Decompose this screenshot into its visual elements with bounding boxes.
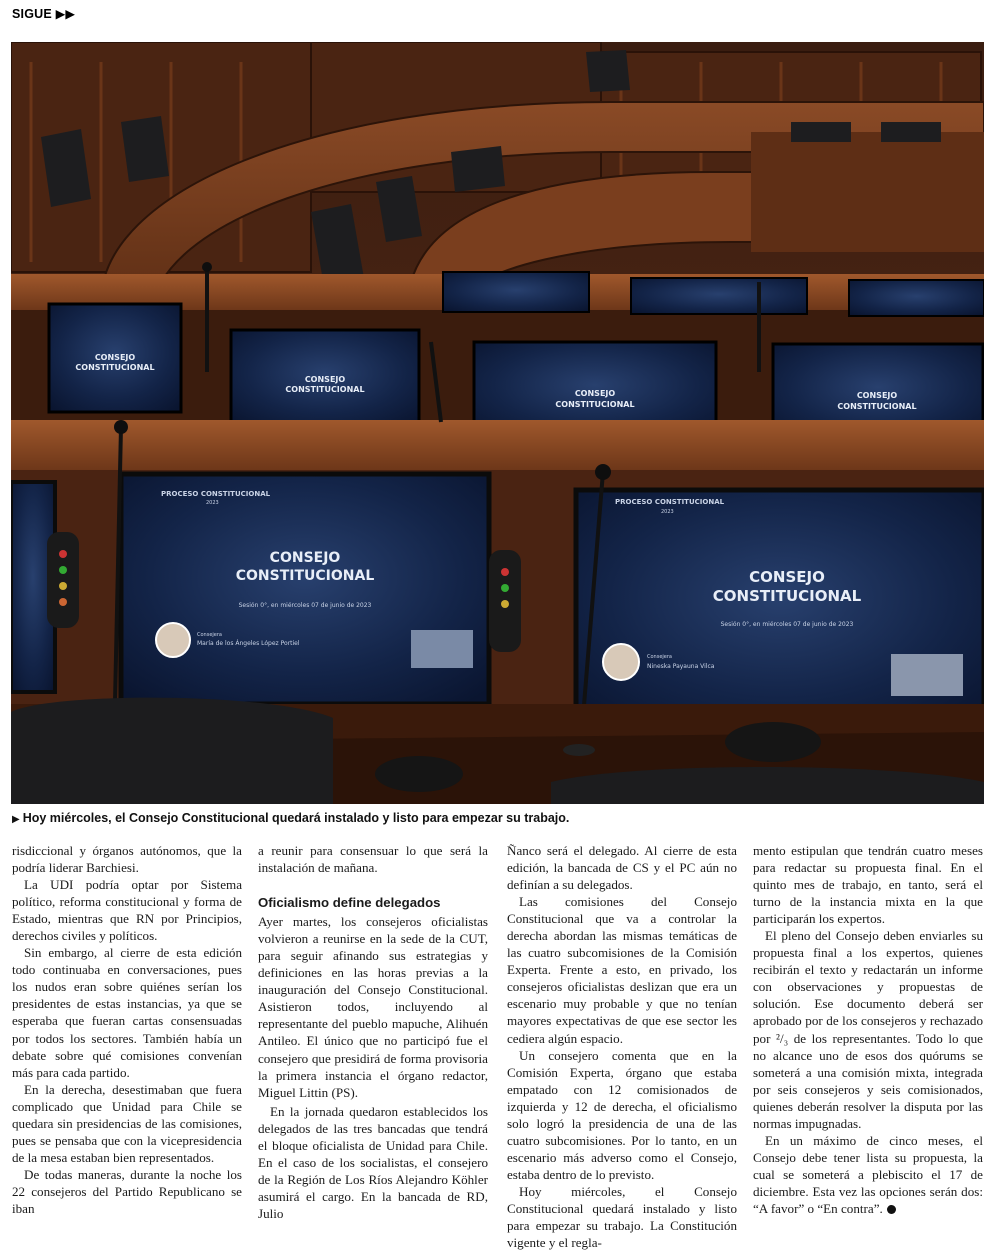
paragraph: En la jornada quedaron establecidos los delegados de las tres bancadas que tendrá el bloque oficialista de Unidad para Chile. En el caso de los socialistas, el consejero de la Región de Los Ríos Alejandro Köhler asumirá el cargo. En la bancada de RD, Julio	[258, 1103, 488, 1221]
caption-text: Hoy miércoles, el Consejo Constitucional quedará instalado y listo para empezar su trabajo.	[22, 811, 570, 825]
paragraph: Ayer martes, los consejeros oficialistas volvieron a reunirse en la sede de la CUT, para seguir afinando sus estrategias y definiciones en las horas previas a la inauguración del Consejo Constitucional. Asistieron todos, incluyendo al representante del pueblo mapuche, Alihuén Antileo. El único que no participó fue el consejero que presidirá de forma provisoria la primera instancia el órgano redactor, Miguel Littin (PS).	[258, 914, 488, 1100]
svg-text:CONSTITUCIONAL: CONSTITUCIONAL	[75, 363, 155, 372]
sigue-label: SIGUE ▶▶	[12, 7, 76, 21]
screen-title-2: CONSTITUCIONAL	[235, 568, 375, 584]
paragraph: mento estipulan que tendrán cuatro meses para redactar su propuesta final. En el quinto mes de trabajo, en tanto, será el turno de la instancia mixta en la que participarán los expertos.	[753, 843, 983, 927]
screen-title-3: CONSEJO	[749, 568, 825, 586]
article-column-3	[507, 842, 737, 1251]
svg-text:CONSEJO: CONSEJO	[304, 375, 346, 384]
article-column-4	[753, 842, 983, 1217]
paragraph-text: En un máximo de cinco meses, el Consejo debe tener lista su propuesta, la cual se someterá a plebiscito el 17 de diciembre. Esta vez las opciones serán dos: “A favor” o “En contra”.	[753, 1132, 983, 1216]
paragraph: Hoy miércoles, el Consejo Constitucional quedará instalado y listo para empezar su trabajo. La Constitución vigente y el regla-	[507, 1183, 737, 1251]
screen-title-1: CONSEJO	[269, 550, 341, 566]
screen-role-2: Consejera	[647, 654, 672, 660]
screen-name-left: María de los Ángeles López Portiel	[197, 640, 300, 647]
screen-brand: PROCESO CONSTITUCIONAL	[161, 490, 271, 498]
end-of-article-icon	[887, 1205, 896, 1214]
paragraph	[753, 1132, 983, 1217]
screen-title-4: CONSTITUCIONAL	[712, 587, 862, 605]
svg-text:CONSTITUCIONAL: CONSTITUCIONAL	[285, 385, 365, 394]
screen-session: Sesión 0°, en miércoles 07 de junio de 2023	[238, 602, 372, 609]
caption-marker-icon: ▶	[12, 814, 20, 825]
screen-name-right: Nineska Payauna Vilca	[647, 663, 715, 670]
screen-year-2: 2023	[661, 509, 674, 515]
article-column-1	[12, 842, 242, 1217]
paragraph: El pleno del Consejo deben enviarles su propuesta final a los expertos, quienes recibirán el texto y redactarán un informe con observaciones y propuestas de solución. Ese documento deberá ser aprobado por de los consejeros y rechazado por ²/₃ de los representantes. Todo lo que no alcance uno de esos dos quórums se someterá a una comisión mixta, integrada por seis consejeros y seis comisionados, quienes deberán resolver la disputa por las normas impugnadas.	[753, 928, 983, 1131]
article-column-2	[258, 842, 488, 1222]
screen-session-2: Sesión 0°, en miércoles 07 de junio de 2023	[720, 621, 854, 628]
paragraph: De todas maneras, durante la noche los 22 consejeros del Partido Republicano se iban	[12, 1166, 242, 1216]
chamber-photo	[11, 42, 984, 804]
screen-brand-2: PROCESO CONSTITUCIONAL	[615, 498, 725, 506]
paragraph: a reunir para consensuar lo que será la instalación de mañana.	[258, 843, 488, 876]
svg-text:CONSTITUCIONAL: CONSTITUCIONAL	[837, 402, 917, 411]
section-heading: Oficialismo define delegados	[258, 895, 441, 911]
svg-text:CONSTITUCIONAL: CONSTITUCIONAL	[555, 400, 635, 409]
paragraph: Las comisiones del Consejo Constitucional que va a controlar la derecha abordan las mismas temáticas de las cuatro subcomisiones de la Comisión Experta. Frente a esto, en privado, los consejeros oficialistas deslizan que era un escenario muy probable y que no tenían mayores expectativas de que ese sector les cediera algún espacio.	[507, 894, 737, 1046]
paragraph: En la derecha, desestimaban que fuera complicado que Unidad para Chile se quedara sin presidencias de las comisiones, pues se pensaba que con la vicepresidencia de la mesa estaban bien representados.	[12, 1081, 242, 1165]
screen-role: Consejera	[197, 632, 222, 638]
screen-year: 2023	[206, 500, 219, 506]
paragraph: Sin embargo, al cierre de esta edición todo continuaba en conversaciones, pues los nudos eran sobre quiénes serían los presidentes de estas instancias, ya que se esperaba que fueran cartas consensuadas por todos los sectores. También había un debate sobre qué comisiones convenían más para cada partido.	[12, 945, 242, 1080]
svg-text:CONSEJO: CONSEJO	[856, 391, 898, 400]
paragraph: La UDI podría optar por Sistema político, reforma constitucional y forma de Estado, mientras que RN por Principios, derechos civiles y políticos.	[12, 877, 242, 944]
paragraph: Un consejero comenta que en la Comisión Experta, órgano que estaba empatado con 12 comisionados de izquierda y 12 de derecha, el oficialismo solo logró la presidencia de una de las cuatro subcomisiones. Por lo tanto, en un escenario más adverso como el Consejo, estaba dentro de lo previsto.	[507, 1047, 737, 1182]
photo-caption	[12, 811, 569, 825]
paragraph: risdiccional y órganos autónomos, que la podría liderar Barchiesi.	[12, 843, 242, 876]
svg-text:CONSEJO: CONSEJO	[574, 389, 616, 398]
paragraph: Ñanco será el delegado. Al cierre de esta edición, la bancada de CS y el PC aún no definían a su delegados.	[507, 843, 737, 893]
svg-text:CONSEJO: CONSEJO	[94, 353, 136, 362]
